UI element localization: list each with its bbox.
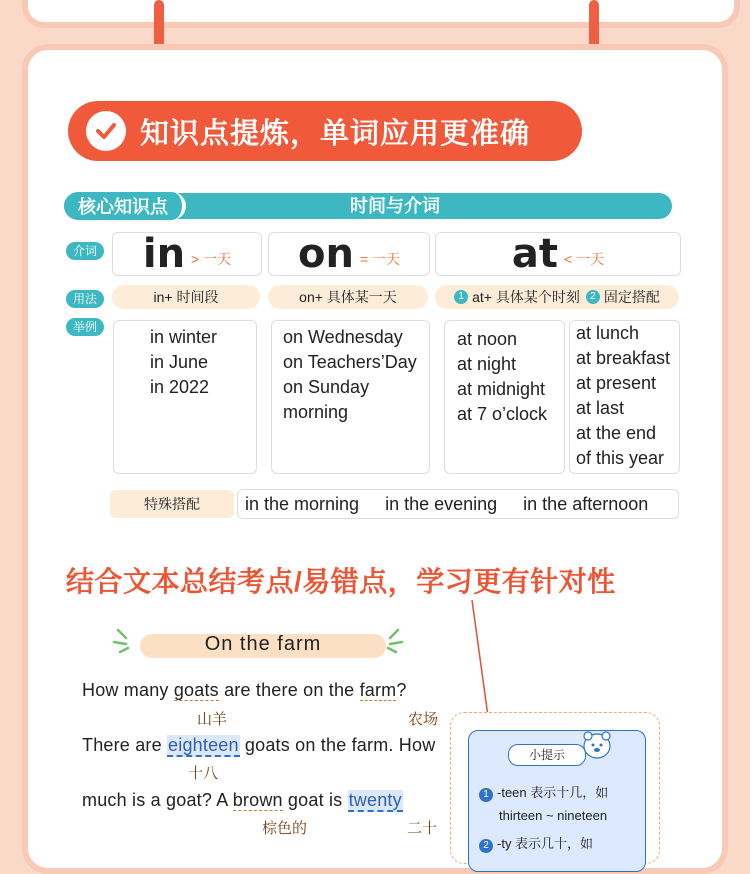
- usage-in: in+ 时间段: [112, 285, 260, 309]
- example-item: at present: [576, 373, 657, 393]
- tip-line-1: [479, 782, 608, 802]
- usage-on: on+ 具体某一天: [268, 285, 428, 309]
- tip-label: 小提示: [508, 744, 586, 766]
- sparkle-right-icon: [388, 630, 402, 652]
- special-label: 特殊搭配: [110, 490, 234, 518]
- prep-in-note: > 一天: [191, 251, 232, 267]
- example-item: on Wednesday: [283, 327, 403, 347]
- tip-line-1b: thirteen ~ nineteen: [499, 808, 608, 823]
- example-item: at 7 o’clock: [457, 404, 548, 424]
- tip-text-2: -ty 表示几十，如: [497, 836, 594, 851]
- story-text: much is a goat? A: [82, 790, 233, 810]
- vocab-twenty: twenty: [348, 790, 402, 810]
- example-item: at last: [576, 398, 625, 418]
- tip-num-1: 1: [479, 788, 493, 802]
- special-item: in the morning: [245, 493, 360, 514]
- example-item: in June: [150, 352, 209, 372]
- prep-at-note: < 一天: [564, 251, 605, 267]
- gloss-eighteen: 十八: [188, 765, 219, 782]
- section-label: 核心知识点: [64, 192, 186, 220]
- example-item: at noon: [457, 329, 518, 349]
- prep-on-word: on: [297, 231, 354, 277]
- special-item: in the evening: [385, 493, 498, 514]
- usage-at-2: 固定搭配: [603, 289, 660, 305]
- story-text: How many: [82, 680, 174, 700]
- vocab-brown: brown: [232, 790, 283, 810]
- example-item: in winter: [150, 327, 218, 347]
- example-item: in 2022: [150, 377, 210, 397]
- tip-line-2: [479, 833, 593, 853]
- story-line-2: [82, 735, 435, 756]
- special-item: in the afternoon: [523, 493, 649, 514]
- vocab-eighteen: eighteen: [168, 735, 239, 755]
- usage-num-1: 1: [454, 290, 468, 304]
- example-item: of this year: [576, 448, 665, 468]
- tip-text-1: -teen 表示十几，如: [497, 785, 609, 800]
- row-label-prep: 介词: [66, 242, 104, 260]
- story-text: There are: [82, 735, 168, 755]
- gloss-goats: 山羊: [197, 711, 228, 728]
- headline-text: 知识点提炼，单词应用更准确: [140, 117, 531, 150]
- story-title: On the farm: [140, 634, 386, 658]
- gloss-brown: 棕色的: [262, 820, 308, 837]
- tip-num-2: 2: [479, 839, 493, 853]
- story-text: are there on the: [218, 680, 360, 700]
- story-text: goats on the farm. How: [239, 735, 436, 755]
- headline-2: 结合文本总结考点/易错点，学习更有针对性: [66, 566, 616, 597]
- example-item: at breakfast: [576, 348, 671, 368]
- example-item: at lunch: [576, 323, 640, 343]
- vocab-goats: goats: [173, 680, 219, 700]
- bear-icon: [580, 728, 614, 760]
- story-text: ?: [396, 680, 407, 700]
- example-item: on Teachers’Day: [283, 352, 417, 372]
- example-item: at night: [457, 354, 517, 374]
- usage-num-2: 2: [586, 290, 600, 304]
- sparkle-left-icon: [114, 630, 128, 652]
- prep-on-note: = 一天: [359, 251, 401, 267]
- row-label-usage: 用法: [66, 290, 104, 308]
- story-line-3: [82, 790, 403, 811]
- prep-in-word: in: [142, 231, 186, 277]
- usage-at-1: at+ 具体某个时刻: [472, 289, 580, 305]
- vocab-farm: farm: [359, 680, 397, 700]
- gloss-farm: 农场: [408, 711, 439, 728]
- prep-at-word: at: [511, 231, 559, 277]
- gloss-twenty: 二十: [407, 820, 438, 837]
- example-item: at the end: [576, 423, 657, 443]
- row-label-example: 举例: [66, 318, 104, 336]
- section-title: 时间与介词: [350, 196, 440, 216]
- story-line-1: [82, 680, 407, 701]
- story-text: goat is: [282, 790, 348, 810]
- example-item: on Sunday morning: [283, 377, 370, 422]
- example-item: at midnight: [457, 379, 546, 399]
